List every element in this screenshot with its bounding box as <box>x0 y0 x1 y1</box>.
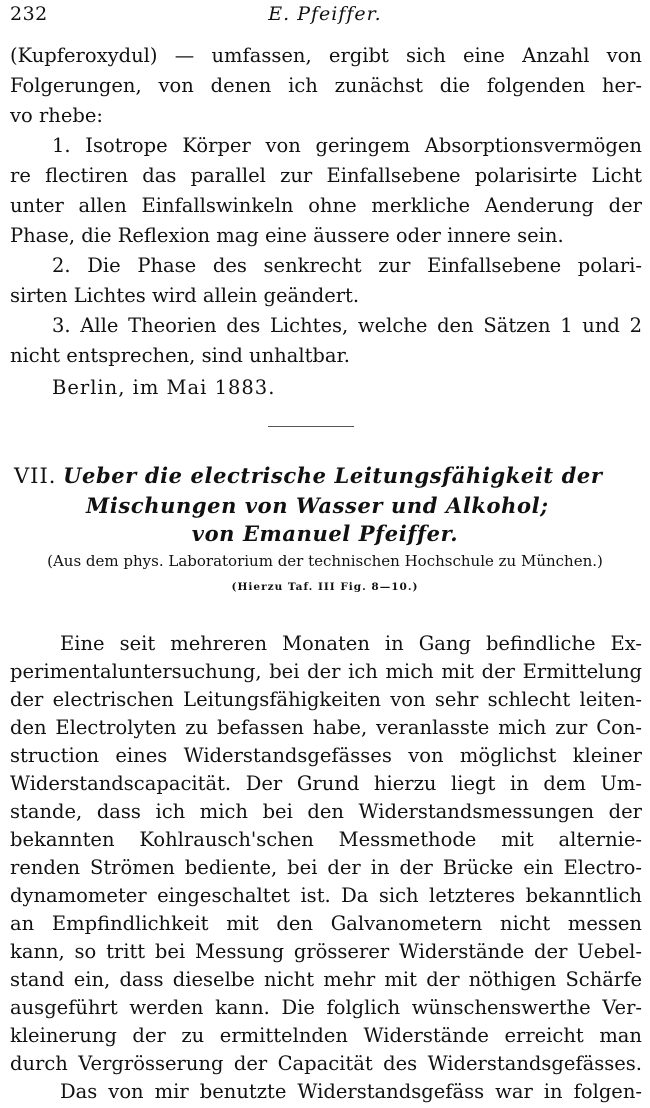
article-author: von Emanuel Pfeiffer. <box>191 521 459 546</box>
section-divider <box>268 426 354 427</box>
body-line: dynamometer eingeschaltet ist. Da sich letzteres bekanntlich <box>10 884 642 907</box>
body-line: Widerstandscapacität. Der Grund hierzu liegt in dem Um- <box>10 772 642 795</box>
body-line: stande, dass ich mich bei den Widerstandsmessungen der <box>10 800 642 823</box>
conclusion-line: sirten Lichtes wird allein geändert. <box>10 284 360 307</box>
conclusion-line: 2. Die Phase des senkrecht zur Einfallsebene polari- <box>52 254 642 277</box>
body-line: Eine seit mehreren Monaten in Gang befindliche Ex- <box>60 632 642 655</box>
text-line: vo rhebe: <box>10 104 103 127</box>
article-number: VII. <box>14 464 57 488</box>
text-line: Folgerungen, von denen ich zunächst die folgenden her- <box>10 74 642 97</box>
conclusion-line: unter allen Einfallswinkeln ohne merkliche Aenderung der <box>10 194 642 217</box>
article-title-part1: Ueber die electrische Leitungsfähigkeit der <box>63 463 603 488</box>
article-title-line <box>14 462 603 490</box>
article-author-line <box>0 520 650 548</box>
body-line: kann, so tritt bei Messung grösserer Widerstände der Uebel- <box>10 940 642 963</box>
plate-reference: (Hierzu Taf. III Fig. 8—10.) <box>231 581 419 593</box>
body-line: der electrischen Leitungsfähigkeiten von sehr schlecht leiten- <box>10 688 642 711</box>
article-title-line <box>86 492 549 520</box>
body-line: struction eines Widerstandsgefässes von möglichst kleiner <box>10 744 642 767</box>
conclusion-line: 3. Alle Theorien des Lichtes, welche den Sätzen 1 und 2 <box>52 314 642 337</box>
body-line: perimentaluntersuchung, bei der ich mich mit der Ermittelung <box>10 660 642 683</box>
page-header <box>10 3 640 29</box>
conclusion-line: 1. Isotrope Körper von geringem Absorptionsvermögen <box>52 134 642 157</box>
body-line: den Electrolyten zu befassen habe, veranlasste mich zur Con- <box>10 716 642 739</box>
signoff: Berlin, im Mai 1883. <box>52 376 276 399</box>
running-head: E. Pfeiffer. <box>268 3 382 25</box>
body-line: renden Strömen bediente, bei der in der Brücke ein Electro- <box>10 856 642 879</box>
body-line: kleinerung der zu ermittelnden Widerstände erreicht man <box>10 1024 642 1047</box>
body-line: ausgeführt werden kann. Die folglich wünschenswerthe Ver- <box>10 996 642 1019</box>
body-line: durch Vergrösserung der Capacität des Widerstandsgefässes. <box>10 1052 642 1075</box>
page-number: 232 <box>10 3 48 25</box>
conclusion-line: re flectiren das parallel zur Einfallsebene polarisirte Licht <box>10 164 642 187</box>
body-line: an Empfindlichkeit mit den Galvanometern nicht messen <box>10 912 642 935</box>
body-line: stand ein, dass dieselbe nicht mehr mit der nöthigen Schärfe <box>10 968 642 991</box>
text-line: (Kupferoxydul) — umfassen, ergibt sich eine Anzahl von <box>10 44 642 67</box>
conclusion-line: Phase, die Reflexion mag eine äussere oder innere sein. <box>10 224 564 247</box>
article-affiliation: (Aus dem phys. Laboratorium der technischen Hochschule zu München.) <box>47 552 603 570</box>
body-line: Das von mir benutzte Widerstandsgefäss war in folgen- <box>60 1080 642 1103</box>
body-line: bekannten Kohlrausch'schen Messmethode mit alternie- <box>10 828 642 851</box>
conclusion-line: nicht entsprechen, sind unhaltbar. <box>10 344 350 367</box>
article-title-part2: Mischungen von Wasser und Alkohol; <box>86 493 549 518</box>
